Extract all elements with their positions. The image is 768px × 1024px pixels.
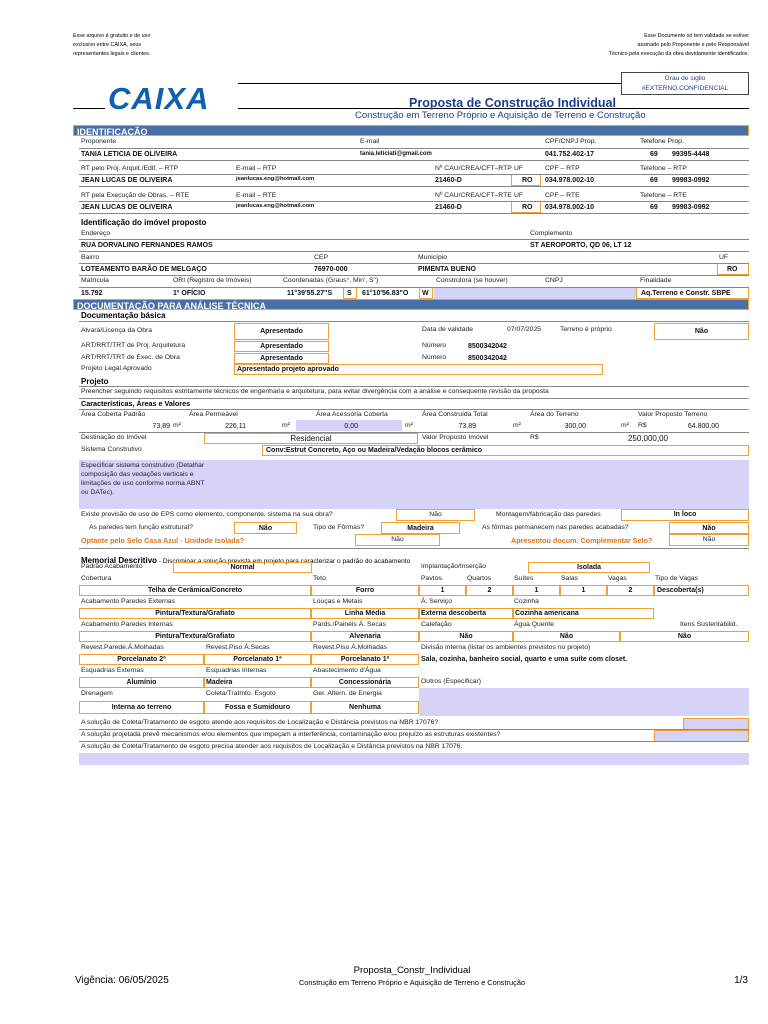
quartos-label: Quartos xyxy=(467,575,492,582)
doc-basica-title: Documentação básica xyxy=(81,311,166,320)
valor-terreno-label: Valor Proposto Terreno xyxy=(638,411,708,418)
loucas-value: Linha Média xyxy=(344,610,386,617)
vagas-label: Vagas xyxy=(608,575,627,582)
area-terreno-unit: m² xyxy=(621,422,629,429)
tel-value: 99395-4448 xyxy=(672,151,710,158)
pavtos-label: Pavtos. xyxy=(421,575,444,582)
header-note-right-3: Técnico pela execução da obra devidamente identificados. xyxy=(608,51,749,57)
ger-value: Nenhuma xyxy=(349,704,381,711)
montagem-value: In loco xyxy=(673,511,697,518)
cobertura-label: Cobertura xyxy=(81,575,112,582)
footer-page-number: 1/3 xyxy=(734,975,748,986)
servico-label: Á. Serviço xyxy=(421,598,452,605)
servico-value: Externa descoberta xyxy=(421,610,486,617)
loucas-label: Louças e Metais xyxy=(313,598,363,605)
abast-value: Concessionária xyxy=(338,679,392,686)
rtp-name-value: JEAN LUCAS DE OLIVEIRA xyxy=(81,177,173,184)
rtp-uf-label: UF xyxy=(514,165,524,172)
area-coberta-label: Área Coberta Padrão xyxy=(81,411,146,418)
tipo-vagas-value: Descoberta(s) xyxy=(657,587,704,594)
esq-ext-value: Alumínio xyxy=(126,679,157,686)
formas-perm-question: As fôrmas permanecem nas paredes acabadas? xyxy=(482,524,629,531)
cnpj-label: CNPJ xyxy=(545,277,563,284)
header-note-right-2: assinado pelo Proponente e pelo Responsável xyxy=(637,42,749,48)
caract-title: Características, Áreas e Valores xyxy=(81,399,191,408)
municipio-value: PIMENTA BUENO xyxy=(418,266,476,273)
esq-int-label: Esquadrias Internas xyxy=(206,667,267,674)
ac-int-value: Pintura/Textura/Grafiato xyxy=(155,633,235,640)
drenagem-value: Interna ao terreno xyxy=(111,704,172,711)
ger-label: Ger. Altern. de Energia xyxy=(313,690,382,697)
pards-label: Pards./Painéis Á. Secas xyxy=(313,621,386,628)
divisao-value: Sala, cozinha, banheiro social, quarto e uma suíte com closet. xyxy=(421,656,628,663)
secrecy-label: Grau de sigilo xyxy=(664,75,706,82)
terreno-proprio-label: Terreno é próprio xyxy=(560,326,612,333)
teto-value: Forro xyxy=(355,587,375,594)
art-proj-value: Apresentado xyxy=(260,343,303,350)
rte-cau-label: Nº CAU/CREA/CFT–RTE xyxy=(435,192,512,199)
montagem-label: Montagem/fabricação das paredes xyxy=(496,511,601,518)
area-perm-label: Área Permeável xyxy=(189,411,238,418)
ac-ext-value: Pintura/Textura/Grafiato xyxy=(155,610,235,617)
esgoto-question-2: A solução projetada prevê mecanismos e/ou elementos que impeçam a interferência, contaminação e/ou prejuízo as estruturas existentes? xyxy=(81,731,501,738)
eps-question: Existe previsão de uso de EPS como elemento, componente, sistema na sua obra? xyxy=(81,511,333,518)
cep-value: 76970-000 xyxy=(314,266,348,273)
sistema-label: Sistema Construtivo xyxy=(81,446,142,453)
cozinha-label: Cozinha xyxy=(514,598,539,605)
section-documentacao-title: DOCUMENTAÇÃO PARA ANÁLISE TÉCNICA xyxy=(77,301,266,311)
sustent-value: Não xyxy=(677,633,692,640)
esgoto-question-3: A solução de Coleta/Tratamento de esgoto precisa atender aos requisitos de Localização e Distância previstos na NBR 17076. xyxy=(81,743,463,750)
bairro-value: LOTEAMENTO BARÃO DE MELGAÇO xyxy=(81,266,207,273)
agua-quente-label: Água Quente xyxy=(514,621,555,628)
vagas-value: 2 xyxy=(628,587,633,594)
esgoto-question-1: A solução de Coleta/Tratamento de esgoto atende aos requisitos de Localização e Distância previstos na NBR 17076? xyxy=(81,719,439,726)
footer-doc-subtitle: Construção em Terreno Próprio e Aquisição de Terreno e Construção xyxy=(298,978,526,987)
alvara-value: Apresentado xyxy=(260,328,303,335)
valor-terreno-currency: R$ xyxy=(638,422,647,429)
art-exec-numero-label: Número xyxy=(422,354,447,361)
finalidade-value: Aq.Terreno e Constr. SBPE xyxy=(641,290,731,297)
esq-ext-label: Esquadrias Externas xyxy=(81,667,144,674)
rev-piso-label: Revest.Piso Á.Secas xyxy=(206,644,270,651)
rtp-cpf-label: CPF – RTP xyxy=(545,165,580,172)
area-coberta-value: 73,89 xyxy=(152,423,170,430)
pards-value: Alvenaria xyxy=(349,633,381,640)
especificar-line-4: ou DATec). xyxy=(81,489,115,496)
salas-value: 1 xyxy=(581,587,586,594)
formas-label: Tipo de Fôrmas? xyxy=(313,524,365,531)
lat-hemisphere: S xyxy=(347,290,352,297)
rev-piso-m-label: Revest.Piso Á.Molhadas xyxy=(313,644,388,651)
especificar-line-2: composição das vedações verticais e xyxy=(81,471,194,478)
sustent-label: Itens Sustentabilid. xyxy=(680,621,738,628)
rte-uf-value: RO xyxy=(522,204,533,211)
destinacao-label: Destinação do Imóvel xyxy=(81,434,147,441)
rte-uf-label: UF xyxy=(514,192,524,199)
esq-int-value: Madeira xyxy=(206,679,233,686)
rte-tel-label: Telefone – RTE xyxy=(640,192,687,199)
area-perm-value: 226,11 xyxy=(225,423,246,430)
teto-label: Teto xyxy=(313,575,326,582)
header-note-left-2: exclusivo entre CAIXA, seus xyxy=(73,42,142,48)
endereco-label: Endereço xyxy=(81,230,111,237)
rte-email-label: E-mail – RTE xyxy=(236,192,277,199)
caixa-logo: CAIXA xyxy=(108,81,210,116)
header-note-left-3: representantes legais e clientes. xyxy=(73,51,151,57)
coleta-label: Coleta/Tratmto. Esgoto xyxy=(206,690,276,697)
uf-label: UF xyxy=(719,254,729,261)
rte-tel-value: 99983-0992 xyxy=(672,204,710,211)
matricula-label: Matrícula xyxy=(81,277,109,284)
formas-perm-value: Não xyxy=(702,525,716,532)
coord-label: Coordenadas (Graus°, Min', S") xyxy=(283,277,379,284)
implantacao-value: Isolada xyxy=(576,564,602,571)
doc-comp-value: Não xyxy=(702,536,716,543)
cobertura-value: Telha de Cerâmica/Concreto xyxy=(147,587,242,594)
rtp-cpf-value: 034.978.002-10 xyxy=(545,177,595,184)
doc-comp-question: Apresentou docum. Complementar Selo? xyxy=(511,536,653,545)
projeto-desc: Preencher seguindo requisitos estritamente técnicos de engenharia e arquitetura, para evitar divergência com a análise e consequente revisão da proposta xyxy=(81,388,549,395)
finalidade-label: Finalidade xyxy=(640,277,672,284)
proponente-value: TANIA LETICIA DE OLIVEIRA xyxy=(81,151,178,158)
section-documentacao xyxy=(73,299,749,310)
quartos-value: 2 xyxy=(487,587,492,594)
art-proj-numero-label: Número xyxy=(422,342,447,349)
matricula-value: 15.792 xyxy=(81,290,103,297)
art-proj-numero: 8500342042 xyxy=(468,343,507,350)
terreno-proprio-value: Não xyxy=(694,328,709,335)
rte-label: RT pela Execução de Obras. – RTE xyxy=(81,192,190,199)
alvara-label: Alvará/Licença da Obra xyxy=(81,327,153,334)
area-total-unit: m² xyxy=(513,422,521,429)
rtp-label: RT pelo Proj. Arquit./Edif. – RTP xyxy=(81,165,179,172)
ac-int-label: Acabamento Paredes Internas xyxy=(81,621,173,628)
abast-label: Abastecimento d'Água xyxy=(313,667,381,674)
valor-imovel-value: 250.000,00 xyxy=(627,434,668,443)
ori-value: 1º OFÍCIO xyxy=(173,290,206,297)
ori-label: ORI (Registro de Imóveis) xyxy=(173,277,252,284)
padrao-value: Normal xyxy=(230,564,255,571)
calefacao-label: Calefação xyxy=(421,621,452,628)
rtp-email-value: jeanlucas.eng@hotmail.com xyxy=(236,176,315,182)
doc-subtitle: Construção em Terreno Próprio e Aquisição de Terreno e Construção xyxy=(355,110,646,121)
sistema-value: Conv:Estrut Concreto, Aço ou Madeira/Vedação blocos cerâmico xyxy=(266,447,483,454)
destinacao-value: Residencial xyxy=(290,434,332,443)
cep-label: CEP xyxy=(314,254,328,261)
area-aces-unit: m² xyxy=(405,422,413,429)
validade-label: Data de validade xyxy=(422,326,474,333)
agua-quente-value: Não xyxy=(559,633,574,640)
valor-imovel-label: Valor Proposto Imóvel xyxy=(422,434,489,441)
bairro-label: Bairro xyxy=(81,254,100,261)
rte-cau-value: 21460-D xyxy=(435,204,462,211)
rev-piso-m-value: Porcelanato 1ª xyxy=(340,656,390,663)
selo-question: Optante pelo Selo Casa Azul - Unidade Isolada? xyxy=(81,536,245,545)
ddd-value: 69 xyxy=(650,151,658,158)
rtp-tel-label: Telefone – RTP xyxy=(640,165,687,172)
ac-ext-label: Acabamento Paredes Externas xyxy=(81,598,176,605)
coleta-value: Fossa e Sumidouro xyxy=(225,704,290,711)
rte-cpf-value: 034.978.002-10 xyxy=(545,204,595,211)
memorial-title: Memorial Descritivo xyxy=(81,556,158,565)
paredes-value: Não xyxy=(258,525,273,532)
implantacao-label: Implantação/Inserção xyxy=(421,563,486,570)
art-exec-numero: 8500342042 xyxy=(468,355,507,362)
rtp-tel-value: 99983-0992 xyxy=(672,177,710,184)
area-coberta-unit: m² xyxy=(173,422,181,429)
art-proj-label: ART/RRT/TRT de Proj. Arquitetura xyxy=(81,342,186,349)
salas-label: Salas xyxy=(561,575,579,582)
proponente-label: Proponente xyxy=(81,138,117,145)
cozinha-value: Cozinha americana xyxy=(515,610,579,617)
section-identificacao-title: IDENTIFICAÇÃO xyxy=(77,127,148,137)
especificar-line-3: limitações de uso conforme norma ABNT xyxy=(81,480,205,487)
validade-value: 07/07/2025 xyxy=(507,326,542,333)
doc-title: Proposta de Construção Individual xyxy=(409,96,616,110)
tipo-vagas-label: Tipo de Vagas xyxy=(655,575,699,582)
area-total-value: 73,89 xyxy=(458,423,476,430)
area-terreno-value: 300,00 xyxy=(564,423,586,430)
divisao-label: Divisão interna (listar os ambientes previstos no projeto) xyxy=(421,644,591,651)
email-value: tania.leticiati@gmail.com xyxy=(360,151,432,157)
tel-label: Telefone Prop. xyxy=(640,138,684,145)
suites-value: 1 xyxy=(534,587,539,594)
construtora-label: Construtora (se houver) xyxy=(436,277,508,284)
projeto-legal-value: Apresentado projeto aprovado xyxy=(237,366,339,373)
calefacao-value: Não xyxy=(459,633,473,640)
lat-value: 11°39'55.27"S xyxy=(287,290,333,297)
projeto-legal-label: Projeto Legal Aprovado xyxy=(81,365,152,372)
art-exec-label: ART/RRT/TRT de Exec. de Obra xyxy=(81,354,180,361)
area-total-label: Área Construída Total xyxy=(422,411,488,418)
formas-value: Madeira xyxy=(407,525,434,532)
logo-rule-left xyxy=(73,108,105,109)
complemento-label: Complemento xyxy=(530,230,573,237)
header-note-left-1: Esse arquivo é gratuito e de uso xyxy=(73,33,151,39)
rtp-uf-value: RO xyxy=(522,177,533,184)
eps-value: Não xyxy=(429,511,442,518)
valor-imovel-currency: R$ xyxy=(530,434,539,441)
rtp-cau-label: Nº CAU/CREA/CFT–RTP xyxy=(435,165,512,172)
outros-box[interactable] xyxy=(419,688,749,716)
pavtos-value: 1 xyxy=(440,587,445,594)
rte-ddd-value: 69 xyxy=(650,204,658,211)
rev-par-value: Porcelanato 2ª xyxy=(117,656,166,663)
municipio-label: Município xyxy=(418,254,448,261)
area-aces-label: Área Acessória Coberta xyxy=(316,411,388,418)
footer-vigencia: Vigência: 06/05/2025 xyxy=(75,975,169,986)
paredes-question: As paredes tem função estrutural? xyxy=(89,524,193,531)
padrao-label: Padrão Acabamento xyxy=(81,563,143,570)
especificar-line-1: Especificar sistema construtivo (Detalhar xyxy=(81,462,205,469)
cpf-value: 041.752.402-17 xyxy=(545,151,595,158)
endereco-value: RUA DORVALINO FERNANDES RAMOS xyxy=(81,242,213,249)
email-label: E-mail xyxy=(360,138,380,145)
lon-hemisphere: W xyxy=(422,290,429,297)
rev-piso-value: Porcelanato 1ª xyxy=(233,656,282,663)
art-exec-value: Apresentado xyxy=(260,355,303,362)
rtp-ddd-value: 69 xyxy=(650,177,658,184)
rtp-cau-value: 21460-D xyxy=(435,177,462,184)
memorial-subtitle: - Discriminar a solução prevista em projeto para caracterizar o padrão do acabamento xyxy=(157,558,411,565)
drenagem-label: Drenagem xyxy=(81,690,113,697)
uf-value: RO xyxy=(727,266,738,273)
secrecy-box xyxy=(621,72,749,95)
complemento-value: ST AEROPORTO, QD 06, LT 12 xyxy=(530,242,632,249)
area-perm-unit: m² xyxy=(282,422,290,429)
projeto-title: Projeto xyxy=(81,377,109,386)
rev-par-label: Revest.Parede.Á.Molhadas xyxy=(81,644,164,651)
rte-cpf-label: CPF – RTE xyxy=(545,192,580,199)
esgoto-answer-3[interactable] xyxy=(79,753,749,765)
rte-email-value: jeanlucas.eng@hotmail.com xyxy=(236,203,315,209)
area-terreno-label: Área do Terreno xyxy=(530,411,579,418)
rtp-email-label: E-mail – RTP xyxy=(236,165,277,172)
imovel-title: Identificação do imóvel proposto xyxy=(81,218,207,227)
footer-doc-name: Proposta_Constr_Individual xyxy=(353,965,471,976)
cpf-label: CPF/CNPJ Prop. xyxy=(545,138,597,145)
section-identificacao xyxy=(73,125,749,136)
valor-terreno-value: 64.800,00 xyxy=(687,423,719,430)
selo-value: Não xyxy=(391,536,404,543)
header-note-right-1: Esse Documento só tem validade se estiver xyxy=(644,33,749,39)
outros-label: Outros (Especificar) xyxy=(421,678,482,685)
suites-label: Suítes xyxy=(514,575,534,582)
area-aces-value: 0,00 xyxy=(344,423,358,430)
secrecy-value: #EXTERNO.CONFIDENCIAL xyxy=(641,85,729,92)
rte-name-value: JEAN LUCAS DE OLIVEIRA xyxy=(81,204,173,211)
lon-value: 61°10'56.83"O xyxy=(362,290,409,297)
